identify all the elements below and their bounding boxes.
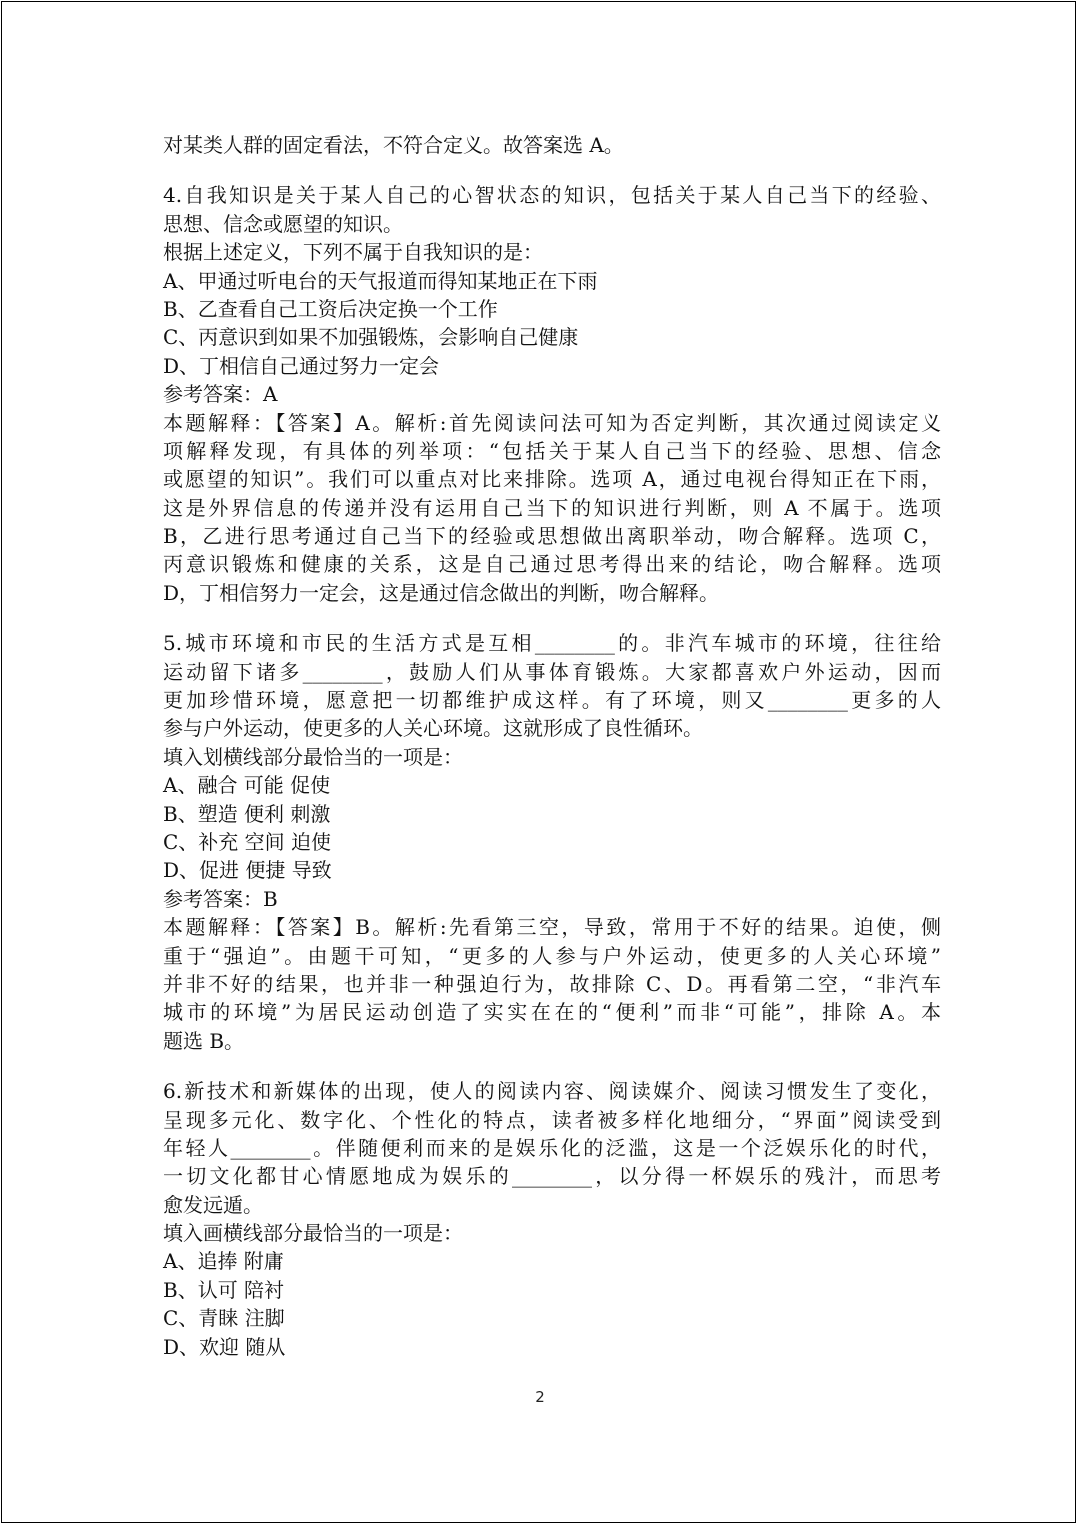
question-4-explanation-line: B，乙进行思考通过自己当下的经验或思想做出离职举动，吻合解释。选项 C， (163, 524, 941, 549)
question-4-stem-line: 思想、信念或愿望的知识。 (163, 211, 403, 236)
question-5-option-b: B、塑造 便利 刺激 (163, 801, 331, 826)
section-gap (163, 159, 941, 181)
question-4-option-c: C、丙意识到如果不加强锻炼，会影响自己健康 (163, 325, 579, 350)
question-4-explanation-line: D，丁相信努力一定会，这是通过信念做出的判断，吻合解释。 (163, 580, 720, 605)
question-6-stem-line: 一切文化都甘心情愿地成为娱乐的________，以分得一杯娱乐的残汁，而思考 (163, 1164, 941, 1189)
question-5 (163, 629, 941, 1055)
question-6-option-b: B、认可 陪衬 (163, 1277, 285, 1302)
question-6-prompt: 填入画横线部分最恰当的一项是： (163, 1221, 463, 1246)
question-5-stem-line: 更加珍惜环境，愿意把一切都维护成这样。有了环境，则又________更多的人 (163, 688, 941, 713)
question-6-stem-line: 呈现多元化、数字化、个性化的特点，读者被多样化地细分，“界面”阅读受到 (163, 1107, 941, 1132)
question-4-explanation-line: 项解释发现，有具体的列举项：“包括关于某人自己当下的经验、思想、信念 (163, 438, 941, 463)
question-4-option-a: A、甲通过听电台的天气报道而得知某地正在下雨 (163, 268, 598, 293)
question-5-option-a: A、融合 可能 促使 (163, 773, 331, 798)
document-body (163, 131, 941, 1361)
question-5-option-d: D、促进 便捷 导致 (163, 858, 332, 883)
question-6-option-d: D、欢迎 随从 (163, 1334, 286, 1359)
question-4-stem-line: 4.自我知识是关于某人自己的心智状态的知识，包括关于某人自己当下的经验、 (163, 183, 941, 208)
question-4-option-b: B、乙查看自己工资后决定换一个工作 (163, 296, 498, 321)
question-6 (163, 1077, 941, 1361)
question-4-explanation-line: 或愿望的知识”。我们可以重点对比来排除。选项 A，通过电视台得知正在下雨， (163, 467, 941, 492)
question-4-explanation-line: 丙意识锻炼和健康的关系，这是自己通过思考得出来的结论，吻合解释。选项 (163, 552, 941, 577)
question-6-stem-line: 愈发远遁。 (163, 1192, 263, 1217)
question-4-prompt: 根据上述定义，下列不属于自我知识的是： (163, 240, 543, 265)
section-gap (163, 1055, 941, 1077)
question-4 (163, 181, 941, 607)
question-5-explanation-line: 并非不好的结果，也并非一种强迫行为，故排除 C、D。再看第二空，“非汽车 (163, 971, 941, 996)
question-4-explanation-line: 本题解释：【答案】A。解析:首先阅读问法可知为否定判断，其次通过阅读定义 (163, 410, 941, 435)
question-4-answer: 参考答案：A (163, 382, 278, 407)
continuation-text: 对某类人群的固定看法，不符合定义。故答案选 A。 (163, 133, 624, 157)
question-5-explanation-line: 题选 B。 (163, 1028, 245, 1053)
question-6-option-a: A、追捧 附庸 (163, 1249, 284, 1274)
section-gap (163, 607, 941, 629)
question-5-stem-line: 参与户外运动，使更多的人关心环境。这就形成了良性循环。 (163, 716, 703, 741)
question-5-explanation-line: 重于“强迫”。由题干可知，“更多的人参与户外运动，使更多的人关心环境” (163, 943, 941, 968)
question-6-option-c: C、青睐 注脚 (163, 1306, 285, 1331)
question-5-explanation-line: 城市的环境”为居民运动创造了实实在在的“便利”而非“可能”，排除 A。本 (163, 1000, 941, 1025)
question-5-stem-line: 5.城市环境和市民的生活方式是互相________的。非汽车城市的环境，往往给 (163, 631, 941, 656)
question-5-prompt: 填入划横线部分最恰当的一项是： (163, 744, 463, 769)
page-number: 2 (535, 1388, 545, 1406)
question-5-answer: 参考答案：B (163, 886, 278, 911)
question-4-explanation-line: 这是外界信息的传递并没有运用自己当下的知识进行判断，则 A 不属于。选项 (163, 495, 941, 520)
question-6-stem-line: 6.新技术和新媒体的出现，使人的阅读内容、阅读媒介、阅读习惯发生了变化， (163, 1079, 941, 1104)
question-4-option-d: D、丁相信自己通过努力一定会 (163, 353, 440, 378)
question-5-option-c: C、补充 空间 迫使 (163, 829, 332, 854)
question-5-explanation-line: 本题解释：【答案】B。解析:先看第三空，导致，常用于不好的结果。迫使，侧 (163, 915, 941, 940)
question-6-stem-line: 年轻人________。伴随便利而来的是娱乐化的泛滥，这是一个泛娱乐化的时代， (163, 1135, 941, 1160)
question-5-stem-line: 运动留下诸多________，鼓励人们从事体育锻炼。大家都喜欢户外运动，因而 (163, 659, 941, 684)
